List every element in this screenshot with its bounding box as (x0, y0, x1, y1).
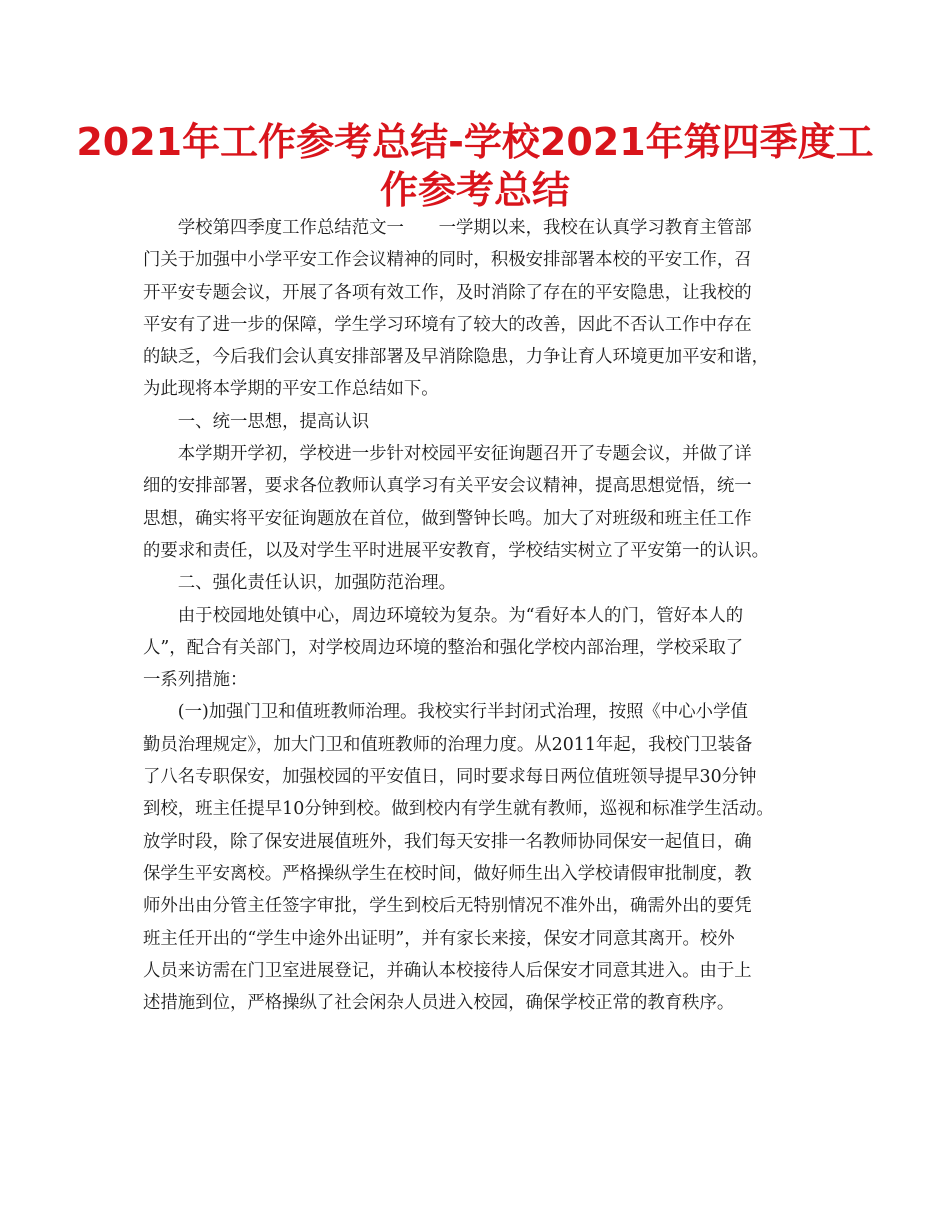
document-title (60, 118, 890, 214)
body-line: 师外出由分管主任签字审批，学生到校后无特别情况不准外出，确需外出的要凭 (143, 896, 752, 917)
body-line: 门关于加强中小学平安工作会议精神的同时，积极安排部署本校的平安工作，召 (143, 250, 752, 271)
body-line: 平安有了进一步的保障，学生学习环境有了较大的改善，因此不否认工作中存在 (143, 314, 752, 335)
body-line: 一系列措施： (143, 670, 248, 691)
body-line: 人”，配合有关部门，对学校周边环境的整治和强化学校内部治理，学校采取了 (143, 637, 744, 658)
body-line: 到校，班主任提早10分钟到校。做到校内有学生就有教师，巡视和标准学生活动。 (143, 799, 774, 820)
body-line: 为此现将本学期的平安工作总结如下。 (143, 379, 439, 400)
body-line: 述措施到位，严格操纵了社会闲杂人员进入校园，确保学校正常的教育秩序。 (143, 993, 735, 1014)
section-heading: 一、统一思想，提高认识 (143, 411, 370, 432)
document-body (143, 212, 813, 1019)
body-line: 班主任开出的“学生中途外出证明”，并有家长来接，保安才同意其离开。校外 (143, 928, 735, 949)
body-line: 的缺乏，今后我们会认真安排部署及早消除隐患，力争让育人环境更加平安和谐， (143, 347, 770, 368)
body-line: (一)加强门卫和值班教师治理。我校实行半封闭式治理，按照《中心小学值 (143, 702, 748, 723)
body-line: 细的安排部署，要求各位教师认真学习有关平安会议精神，提高思想觉悟，统一 (143, 476, 752, 497)
body-line: 开平安专题会议，开展了各项有效工作，及时消除了存在的平安隐患，让我校的 (143, 282, 752, 303)
section-heading: 二、强化责任认识，加强防范治理。 (143, 573, 457, 594)
body-line: 人员来访需在门卫室进展登记，并确认本校接待人后保安才同意其进入。由于上 (143, 960, 752, 981)
title-line-2: 作参考总结 (379, 168, 570, 212)
body-line: 思想，确实将平安征询题放在首位，做到警钟长鸣。加大了对班级和班主任工作 (143, 508, 752, 529)
body-line: 勤员治理规定》，加大门卫和值班教师的治理力度。从2011年起，我校门卫装备 (143, 734, 753, 755)
body-line: 保学生平安离校。严格操纵学生在校时间，做好师生出入学校请假审批制度，教 (143, 863, 752, 884)
body-line: 的要求和责任，以及对学生平时进展平安教育，学校结实树立了平安第一的认识。 (143, 540, 770, 561)
body-line: 了八名专职保安，加强校园的平安值日，同时要求每日两位值班领导提早30分钟 (143, 767, 757, 788)
title-line-1: 2021年工作参考总结-学校2021年第四季度工 (76, 120, 874, 164)
body-line: 本学期开学初，学校进一步针对校园平安征询题召开了专题会议，并做了详 (143, 444, 752, 465)
body-line: 放学时段，除了保安进展值班外，我们每天安排一名教师协同保安一起值日，确 (143, 831, 752, 852)
body-line: 由于校园地处镇中心，周边环境较为复杂。为“看好本人的门，管好本人的 (143, 605, 744, 626)
body-line: 学校第四季度工作总结范文一 一学期以来，我校在认真学习教育主管部 (143, 218, 752, 238)
